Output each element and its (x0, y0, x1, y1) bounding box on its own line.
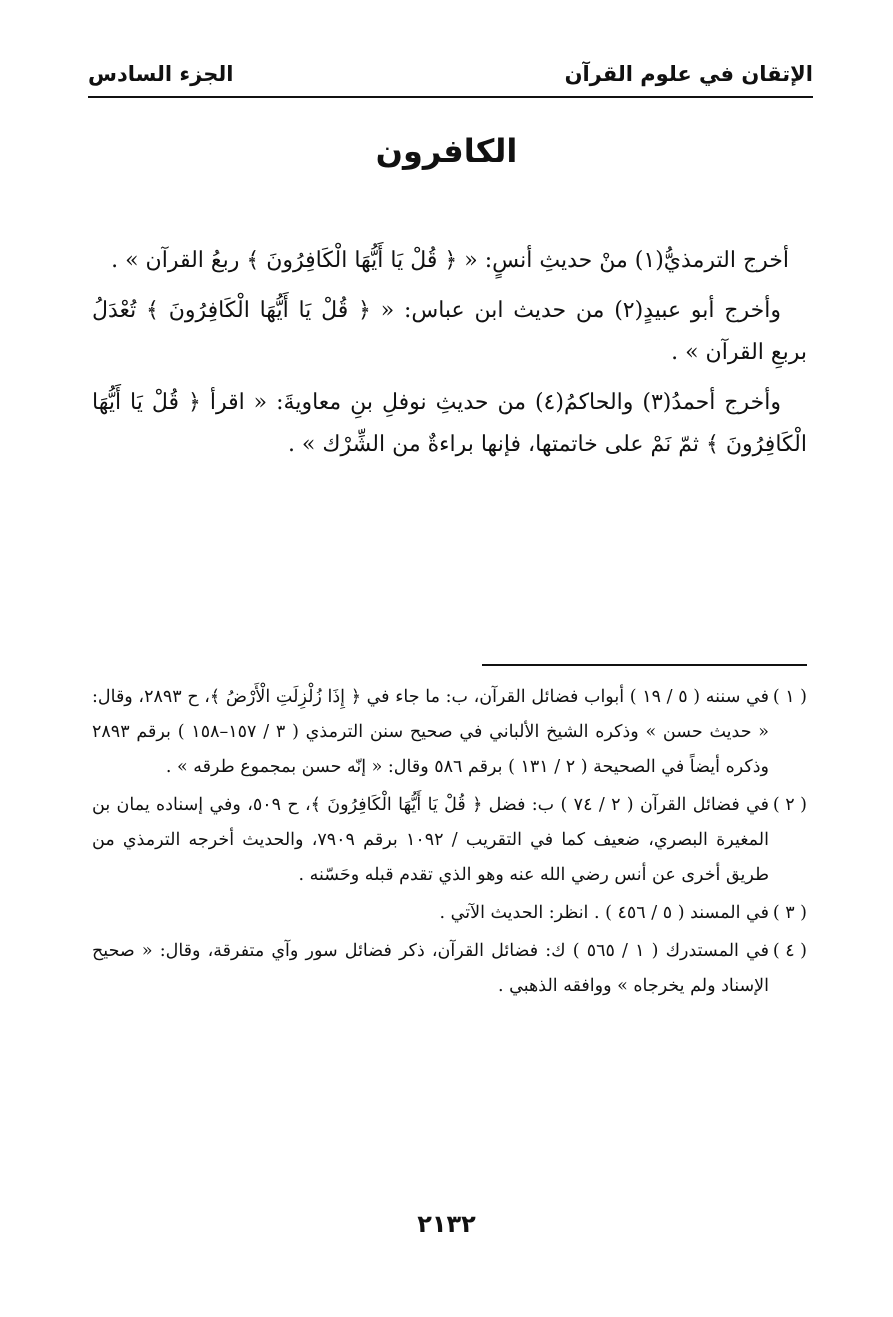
surah-title: الكافرون (375, 132, 518, 170)
footnote-text: في المستدرك ( ١ / ٥٦٥ ) ك: فضائل القرآن، ذكر فضائل سور وآي متفرقة، وقال: « صحيح الإسناد ولم يخرجاه » ووافقه الذهبي . (92, 941, 769, 996)
running-header (88, 52, 813, 98)
paragraph-1: أخرج الترمذيُّ(١) منْ حديثِ أنسٍ: « ﴿ قُلْ يَا أَيُّهَا الْكَافِرُونَ ﴾ ربعُ القرآن » . (111, 248, 789, 273)
footnote-text: في فضائل القرآن ( ٢ / ٧٤ ) ب: فضل ﴿ قُلْ يَا أَيُّهَا الْكَافِرُونَ ﴾، ح ٥٠٩، وفي إسناده يمان بن المغيرة البصري، ضعيف كما في التقريب / ١٠٩٢ برقم ٧٩٠٩، والحديث أخرجه الترمذي من طريق أخرى عن أنس رضي الله عنه وهو الذي تقدم قبله وحَسّنه . (92, 795, 770, 885)
paragraph-2: وأخرج أبو عبيدٍ(٢) من حديث ابن عباس: « ﴿ قُلْ يَا أَيُّهَا الْكَافِرُونَ ﴾ تُعْدَلُ بربعِ القرآن » . (92, 298, 807, 365)
footnote-number: ( ٢ ) (772, 795, 807, 815)
footnotes (92, 680, 807, 1007)
footnote-1 (92, 680, 807, 785)
footnote-number: ( ٣ ) (772, 903, 807, 923)
footnote-text: في المسند ( ٥ / ٤٥٦ ) . انظر: الحديث الآتي . (439, 903, 769, 923)
footnote-number: ( ٤ ) (772, 941, 807, 961)
paragraph-3: وأخرج أحمدُ(٣) والحاكمُ(٤) من حديثِ نوفلِ بنِ معاويةَ: « اقرأ ﴿ قُلْ يَا أَيُّهَا الْكَافِرُونَ ﴾ ثمّ نَمْ على خاتمتها، فإنها براءةٌ من الشِّرْك » . (92, 390, 807, 457)
footnote-3 (92, 896, 807, 931)
footnote-number: ( ١ ) (772, 687, 807, 707)
book-title: الإتقان في علوم القرآن (564, 62, 813, 86)
footnote-4 (92, 934, 807, 1004)
page-number: ٢١٣٢ (417, 1210, 476, 1238)
main-text (92, 240, 807, 474)
volume-label: الجزء السادس (88, 62, 234, 86)
footnote-separator (482, 664, 807, 666)
footnote-2 (92, 788, 807, 893)
footnote-text: في سننه ( ٥ / ١٩ ) أبواب فضائل القرآن، ب: ما جاء في ﴿ إِذَا زُلْزِلَتِ الْأَرْضُ ﴾، ح ٢٨٩٣، وقال: « حديث حسن » وذكره الشيخ الألباني في صحيح سنن الترمذي ( ٣ / ١٥٧–١٥٨ ) برقم ٢٨٩٣ وذكره أيضاً في الصحيحة ( ٢ / ١٣١ ) برقم ٥٨٦ وقال: « إنّه حسن بمجموع طرقه » . (92, 687, 769, 777)
